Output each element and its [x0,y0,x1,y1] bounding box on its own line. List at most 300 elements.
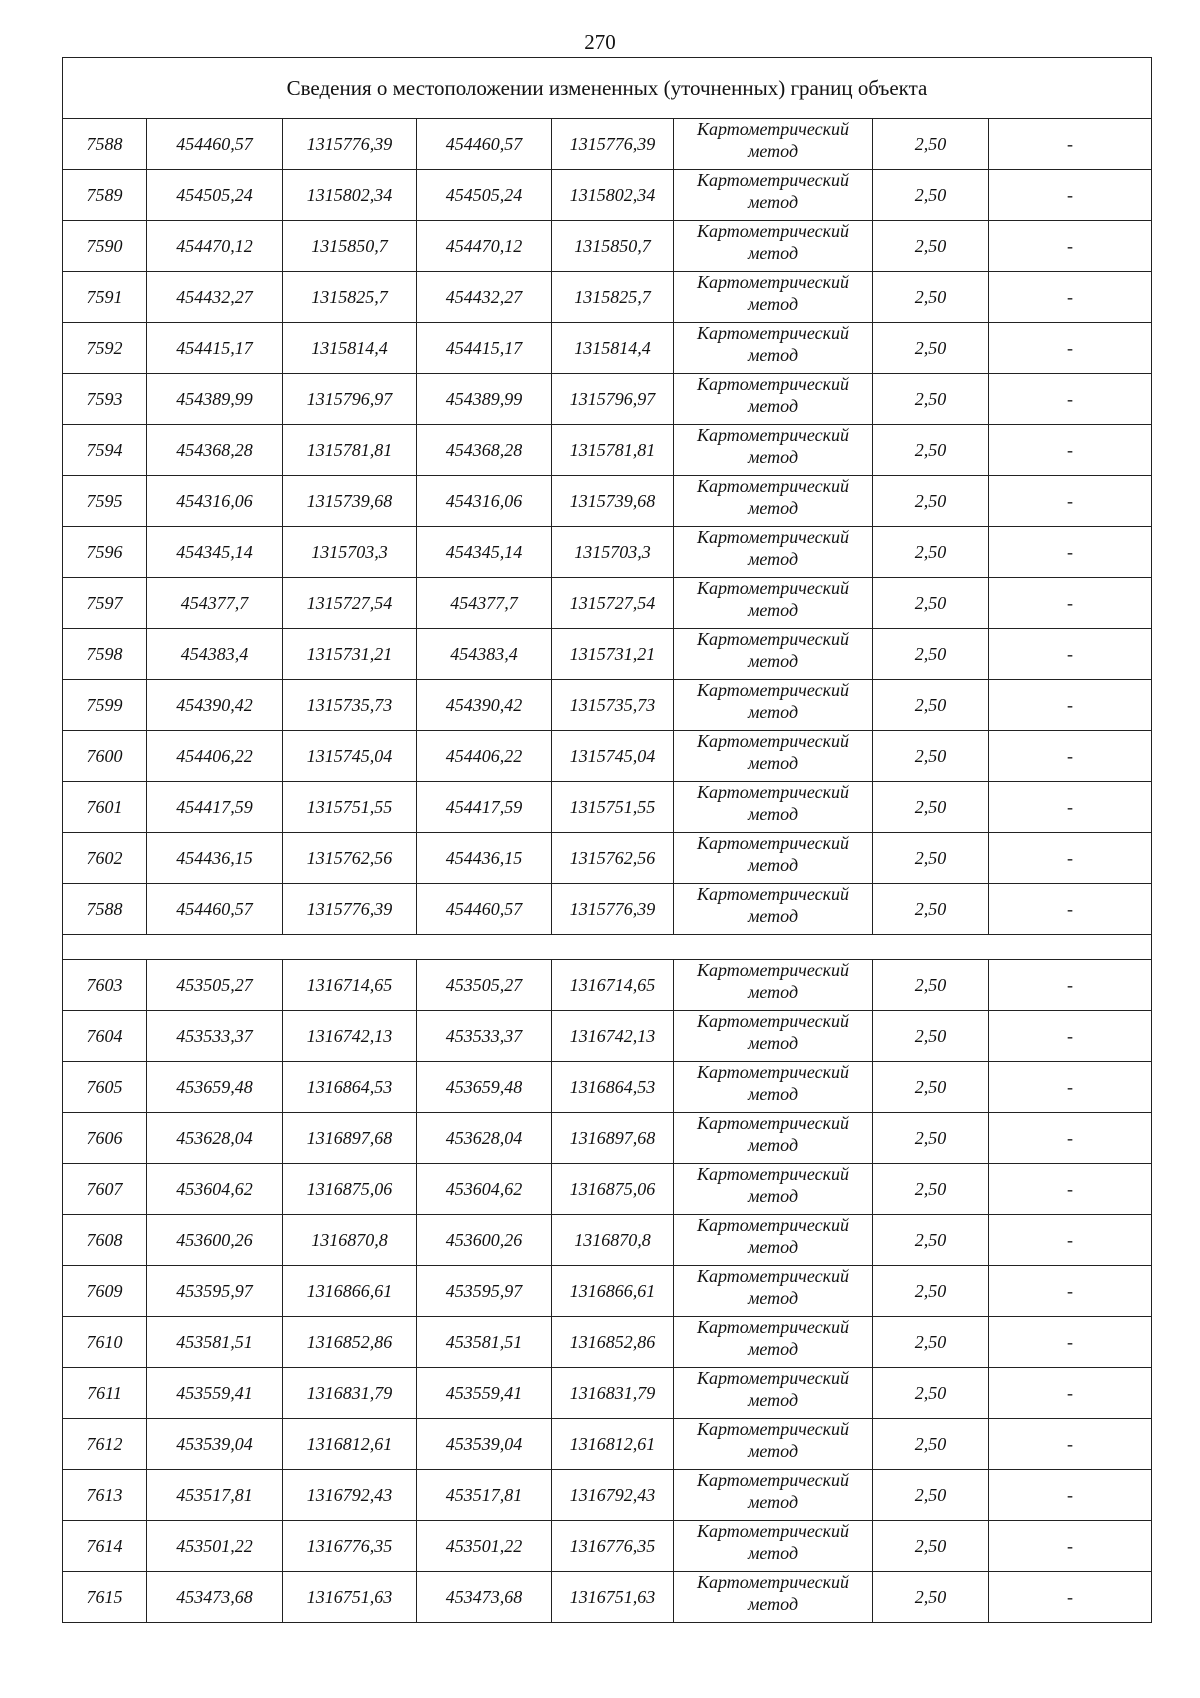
point-number-text: 7594 [86,439,123,460]
note-cell [989,1215,1152,1266]
refined-y-cell [552,1266,674,1317]
refined-y-text: 1315762,56 [569,847,656,868]
refined-x-cell [417,731,552,782]
existing-x-cell [147,1368,283,1419]
existing-x-text: 454460,57 [176,133,253,154]
point-number-cell [63,1266,147,1317]
existing-x-cell [147,170,283,221]
accuracy-text: 2,50 [914,1076,947,1097]
note-cell [989,1164,1152,1215]
refined-x-cell [417,578,552,629]
existing-y-cell [283,1317,417,1368]
method-text: Картометрический метод [696,476,849,518]
accuracy-cell [873,272,989,323]
point-number-text: 7614 [86,1535,123,1556]
existing-x-cell [147,1317,283,1368]
point-number-text: 7596 [86,541,123,562]
refined-y-cell [552,680,674,731]
refined-x-text: 454470,12 [445,235,523,256]
refined-y-text: 1316742,13 [569,1025,656,1046]
accuracy-cell [873,680,989,731]
refined-y-cell [552,1368,674,1419]
accuracy-text: 2,50 [914,337,947,358]
existing-x-text: 453501,22 [176,1535,253,1556]
accuracy-cell [873,1266,989,1317]
existing-y-cell [283,1572,417,1623]
existing-x-cell [147,1266,283,1317]
refined-y-cell [552,1062,674,1113]
method-text: Картометрический метод [696,374,849,416]
accuracy-cell [873,170,989,221]
existing-x-text: 453533,37 [176,1025,253,1046]
point-number-text: 7588 [86,133,123,154]
point-number-cell [63,1368,147,1419]
existing-y-cell [283,1164,417,1215]
point-number-cell [63,782,147,833]
existing-x-text: 453659,48 [176,1076,253,1097]
point-number-text: 7611 [87,1382,122,1403]
accuracy-cell [873,1317,989,1368]
method-cell [674,323,873,374]
refined-y-text: 1315796,97 [569,388,656,409]
refined-x-text: 454432,27 [445,286,523,307]
note-cell [989,476,1152,527]
refined-x-text: 454377,7 [450,592,518,613]
refined-y-cell [552,1317,674,1368]
note-text: - [1067,1025,1073,1046]
existing-y-cell [283,1419,417,1470]
accuracy-cell [873,323,989,374]
accuracy-cell [873,374,989,425]
note-cell [989,960,1152,1011]
accuracy-text: 2,50 [914,133,947,154]
refined-y-cell [552,221,674,272]
accuracy-text: 2,50 [914,439,947,460]
note-cell [989,323,1152,374]
existing-x-text: 453595,97 [176,1280,253,1301]
point-number-cell [63,1164,147,1215]
point-number-text: 7615 [86,1586,123,1607]
accuracy-cell [873,425,989,476]
accuracy-cell [873,1521,989,1572]
existing-y-cell [283,170,417,221]
table-row [63,1266,1152,1317]
method-text: Картометрический метод [696,731,849,773]
note-cell [989,527,1152,578]
refined-y-text: 1315781,81 [569,439,656,460]
method-cell [674,731,873,782]
point-number-text: 7605 [86,1076,123,1097]
point-number-text: 7602 [86,847,123,868]
existing-y-text: 1315703,3 [311,541,388,562]
existing-y-text: 1315745,04 [306,745,393,766]
accuracy-text: 2,50 [914,898,947,919]
accuracy-cell [873,960,989,1011]
refined-y-cell [552,1419,674,1470]
refined-x-cell [417,1113,552,1164]
refined-x-cell [417,782,552,833]
table-row [63,1317,1152,1368]
refined-x-cell [417,221,552,272]
method-cell [674,782,873,833]
existing-y-text: 1316897,68 [306,1127,393,1148]
existing-y-text: 1315731,21 [306,643,393,664]
point-number-text: 7595 [86,490,123,511]
existing-x-text: 454368,28 [176,439,253,460]
accuracy-text: 2,50 [914,184,947,205]
accuracy-text: 2,50 [914,592,947,613]
method-cell [674,1215,873,1266]
method-cell [674,1062,873,1113]
accuracy-text: 2,50 [914,745,947,766]
refined-y-cell [552,476,674,527]
existing-y-cell [283,680,417,731]
point-number-text: 7593 [86,388,123,409]
accuracy-cell [873,731,989,782]
existing-y-cell [283,1011,417,1062]
point-number-text: 7590 [86,235,123,256]
refined-x-text: 453595,97 [445,1280,523,1301]
accuracy-cell [873,119,989,170]
point-number-cell [63,1011,147,1062]
accuracy-cell [873,1572,989,1623]
refined-x-cell [417,374,552,425]
point-number-cell [63,578,147,629]
method-cell [674,425,873,476]
accuracy-cell [873,1215,989,1266]
existing-y-cell [283,119,417,170]
accuracy-text: 2,50 [914,974,947,995]
existing-x-text: 453505,27 [176,974,253,995]
existing-x-text: 454436,15 [176,847,253,868]
coordinates-table [62,57,1152,1623]
existing-x-cell [147,425,283,476]
point-number-cell [63,960,147,1011]
method-cell [674,170,873,221]
refined-y-cell [552,374,674,425]
existing-y-cell [283,374,417,425]
existing-y-cell [283,884,417,935]
accuracy-cell [873,1164,989,1215]
existing-y-text: 1315735,73 [306,694,393,715]
refined-x-text: 454406,22 [445,745,523,766]
refined-y-text: 1315751,55 [569,796,656,817]
point-number-text: 7588 [86,898,123,919]
note-cell [989,272,1152,323]
existing-y-text: 1315776,39 [306,133,393,154]
table-row [63,1011,1152,1062]
point-number-text: 7592 [86,337,123,358]
point-number-cell [63,323,147,374]
point-number-cell [63,527,147,578]
existing-x-text: 454470,12 [176,235,253,256]
note-cell [989,1470,1152,1521]
existing-x-cell [147,1419,283,1470]
existing-x-text: 454417,59 [176,796,253,817]
method-text: Картометрический метод [696,833,849,875]
note-cell [989,1062,1152,1113]
note-text: - [1067,337,1073,358]
point-number-cell [63,1317,147,1368]
refined-y-cell [552,1164,674,1215]
refined-x-text: 454345,14 [445,541,523,562]
method-text: Картометрический метод [696,425,849,467]
note-cell [989,629,1152,680]
existing-y-cell [283,629,417,680]
note-text: - [1067,133,1073,154]
refined-x-cell [417,1215,552,1266]
existing-x-cell [147,960,283,1011]
existing-x-cell [147,680,283,731]
refined-y-text: 1316875,06 [569,1178,656,1199]
existing-x-text: 453539,04 [176,1433,253,1454]
note-text: - [1067,974,1073,995]
existing-x-text: 453473,68 [176,1586,253,1607]
existing-x-text: 453517,81 [176,1484,253,1505]
existing-x-text: 453628,04 [176,1127,253,1148]
refined-y-cell [552,1011,674,1062]
refined-y-text: 1315727,54 [569,592,656,613]
refined-x-text: 453517,81 [445,1484,523,1505]
existing-y-cell [283,1368,417,1419]
existing-y-text: 1316751,63 [306,1586,393,1607]
refined-x-text: 454505,24 [445,184,523,205]
method-cell [674,884,873,935]
note-text: - [1067,1280,1073,1301]
note-cell [989,170,1152,221]
existing-y-text: 1316742,13 [306,1025,393,1046]
table-row [63,527,1152,578]
table-row [63,884,1152,935]
refined-x-cell [417,884,552,935]
existing-x-cell [147,272,283,323]
method-text: Картометрический метод [696,1572,849,1614]
accuracy-text: 2,50 [914,1382,947,1403]
refined-x-cell [417,1470,552,1521]
point-number-text: 7610 [86,1331,123,1352]
note-text: - [1067,1586,1073,1607]
existing-x-text: 454406,22 [176,745,253,766]
refined-y-text: 1315735,73 [569,694,656,715]
note-text: - [1067,1535,1073,1556]
existing-y-cell [283,1266,417,1317]
accuracy-text: 2,50 [914,1025,947,1046]
note-cell [989,578,1152,629]
note-cell [989,1113,1152,1164]
refined-y-text: 1316864,53 [569,1076,656,1097]
refined-x-cell [417,1419,552,1470]
note-cell [989,425,1152,476]
refined-y-text: 1315814,4 [574,337,651,358]
method-cell [674,578,873,629]
note-text: - [1067,643,1073,664]
accuracy-text: 2,50 [914,796,947,817]
accuracy-text: 2,50 [914,847,947,868]
table-row [63,374,1152,425]
point-number-cell [63,1470,147,1521]
note-text: - [1067,1127,1073,1148]
method-text: Картометрический метод [696,1317,849,1359]
refined-y-cell [552,1572,674,1623]
method-text: Картометрический метод [696,1062,849,1104]
note-text: - [1067,286,1073,307]
method-text: Картометрический метод [696,782,849,824]
method-cell [674,1011,873,1062]
table-row [63,1470,1152,1521]
existing-y-text: 1315850,7 [311,235,388,256]
existing-x-cell [147,119,283,170]
existing-x-cell [147,578,283,629]
note-cell [989,1266,1152,1317]
existing-y-text: 1316864,53 [306,1076,393,1097]
method-cell [674,1470,873,1521]
point-number-cell [63,221,147,272]
refined-y-cell [552,425,674,476]
method-text: Картометрический метод [696,884,849,926]
method-cell [674,272,873,323]
note-text: - [1067,439,1073,460]
method-cell [674,1419,873,1470]
note-text: - [1067,1229,1073,1250]
refined-x-text: 453473,68 [445,1586,523,1607]
table-row [63,1572,1152,1623]
note-text: - [1067,541,1073,562]
existing-x-cell [147,1470,283,1521]
note-text: - [1067,1331,1073,1352]
method-text: Картометрический метод [696,272,849,314]
note-text: - [1067,388,1073,409]
note-text: - [1067,898,1073,919]
existing-x-text: 454505,24 [176,184,253,205]
point-number-text: 7606 [86,1127,123,1148]
method-cell [674,1368,873,1419]
refined-y-cell [552,1215,674,1266]
existing-x-cell [147,527,283,578]
point-number-text: 7591 [86,286,123,307]
note-text: - [1067,847,1073,868]
existing-y-cell [283,960,417,1011]
note-cell [989,1368,1152,1419]
existing-y-cell [283,323,417,374]
existing-y-cell [283,782,417,833]
existing-x-cell [147,476,283,527]
refined-x-cell [417,476,552,527]
point-number-text: 7600 [86,745,123,766]
point-number-cell [63,1521,147,1572]
table-row [63,323,1152,374]
refined-x-cell [417,629,552,680]
refined-x-cell [417,1317,552,1368]
existing-x-cell [147,629,283,680]
refined-x-cell [417,425,552,476]
refined-y-cell [552,731,674,782]
point-number-cell [63,833,147,884]
method-text: Картометрический метод [696,1521,849,1563]
method-cell [674,476,873,527]
refined-y-text: 1316831,79 [569,1382,656,1403]
method-cell [674,1113,873,1164]
refined-x-text: 453501,22 [445,1535,523,1556]
method-text: Картометрический метод [696,578,849,620]
method-cell [674,374,873,425]
refined-y-cell [552,1521,674,1572]
group-separator-row [63,935,1152,960]
table-row [63,1521,1152,1572]
refined-y-text: 1316866,61 [569,1280,656,1301]
existing-y-cell [283,833,417,884]
point-number-text: 7612 [86,1433,123,1454]
method-text: Картометрический метод [696,960,849,1002]
point-number-cell [63,1215,147,1266]
accuracy-cell [873,476,989,527]
existing-y-text: 1315776,39 [306,898,393,919]
refined-x-cell [417,960,552,1011]
point-number-cell [63,119,147,170]
table-row [63,1113,1152,1164]
note-cell [989,374,1152,425]
refined-x-text: 453533,37 [445,1025,523,1046]
note-text: - [1067,1484,1073,1505]
refined-x-text: 453600,26 [445,1229,523,1250]
refined-y-cell [552,527,674,578]
table-title: Сведения о местоположении измененных (уточненных) границ объекта [63,58,1152,119]
accuracy-text: 2,50 [914,490,947,511]
note-cell [989,119,1152,170]
refined-y-text: 1315776,39 [569,898,656,919]
existing-y-cell [283,1215,417,1266]
existing-x-cell [147,884,283,935]
refined-x-text: 453559,41 [445,1382,523,1403]
method-cell [674,527,873,578]
point-number-text: 7598 [86,643,123,664]
note-cell [989,1317,1152,1368]
existing-y-text: 1316866,61 [306,1280,393,1301]
method-cell [674,629,873,680]
method-cell [674,833,873,884]
refined-y-cell [552,578,674,629]
accuracy-cell [873,221,989,272]
existing-y-cell [283,476,417,527]
existing-x-cell [147,1572,283,1623]
refined-x-text: 454389,99 [445,388,523,409]
method-text: Картометрический метод [696,1011,849,1053]
refined-x-cell [417,527,552,578]
method-cell [674,221,873,272]
accuracy-text: 2,50 [914,694,947,715]
existing-y-cell [283,1470,417,1521]
table-row [63,425,1152,476]
method-cell [674,119,873,170]
refined-y-text: 1315850,7 [574,235,651,256]
existing-y-text: 1316870,8 [311,1229,388,1250]
existing-y-text: 1315762,56 [306,847,393,868]
refined-y-cell [552,960,674,1011]
existing-y-text: 1315781,81 [306,439,393,460]
refined-x-text: 453628,04 [445,1127,523,1148]
method-text: Картометрический метод [696,119,849,161]
method-cell [674,1572,873,1623]
method-cell [674,960,873,1011]
method-text: Картометрический метод [696,1215,849,1257]
existing-x-text: 453559,41 [176,1382,253,1403]
existing-x-cell [147,782,283,833]
method-text: Картометрический метод [696,1164,849,1206]
accuracy-text: 2,50 [914,1433,947,1454]
refined-y-cell [552,272,674,323]
existing-x-text: 453604,62 [176,1178,253,1199]
existing-y-text: 1315727,54 [306,592,393,613]
refined-x-cell [417,1521,552,1572]
